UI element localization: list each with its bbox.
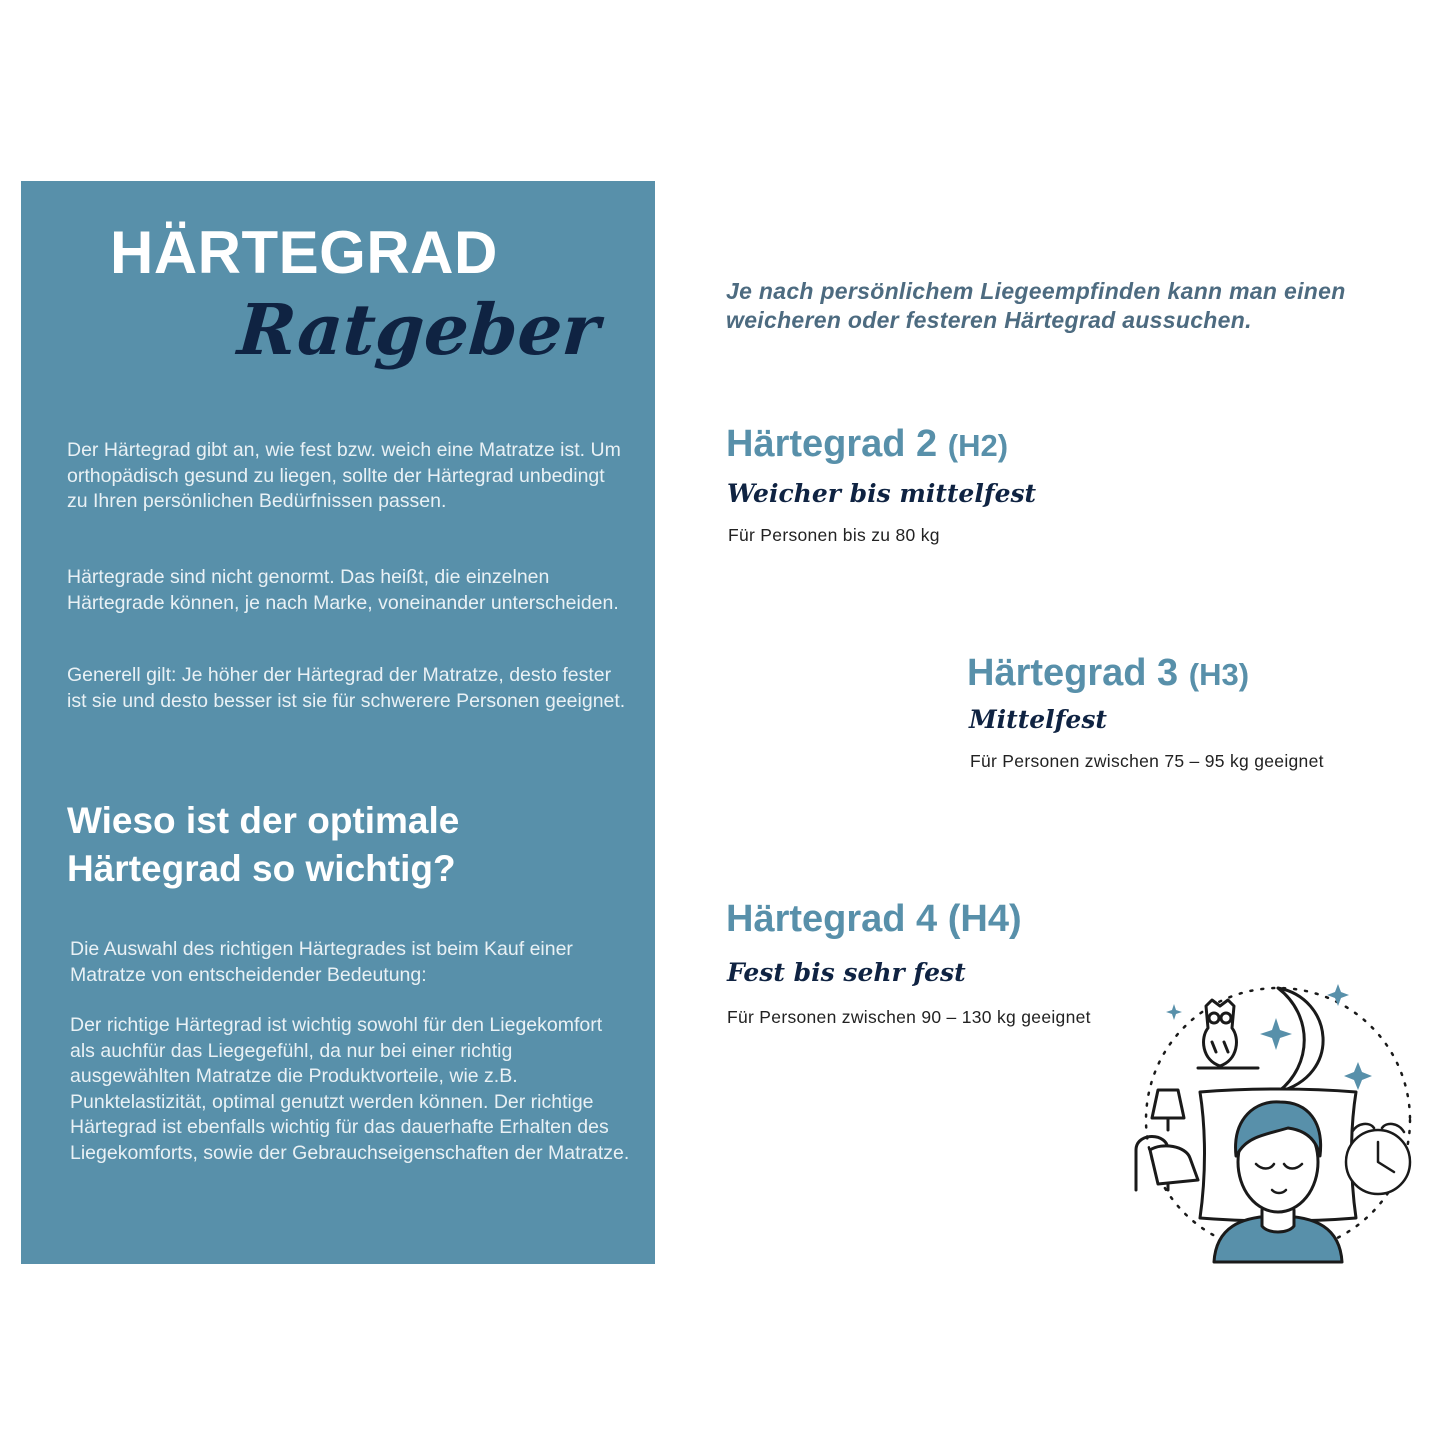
grade-4-firmness: Fest bis sehr fest xyxy=(727,958,966,987)
alarm-clock-icon xyxy=(1346,1124,1410,1194)
armchair-icon xyxy=(1136,1137,1198,1191)
moon-icon xyxy=(1278,988,1323,1092)
grade-2-weight: Für Personen bis zu 80 kg xyxy=(728,525,940,545)
grade-2-firmness: Weicher bis mittelfest xyxy=(727,479,1037,508)
page-title: HÄRTEGRAD xyxy=(110,219,498,286)
lamp-icon xyxy=(1152,1090,1184,1130)
paragraph-3: Generell gilt: Je höher der Härtegrad der Matratze, desto fester ist sie und desto besser ist sie für schwerere Personen geeignet. xyxy=(67,664,626,712)
grade-2-name: Härtegrad 2 xyxy=(726,423,938,465)
grade-2-code: (H2) xyxy=(947,428,1009,463)
stars-icon xyxy=(1166,984,1372,1090)
grade-3-code: (H3) xyxy=(1188,657,1250,692)
intro-text: Je nach persönlichem Liegeempfinden kann man einen weicheren oder festeren Härtegrad aussuchen. xyxy=(726,278,1346,333)
grade-3-firmness: Mittelfest xyxy=(969,705,1107,734)
owl-icon xyxy=(1198,1000,1258,1068)
section-heading: Wieso ist der optimale Härtegrad so wichtig? xyxy=(67,800,460,889)
sleeping-person-icon xyxy=(1128,980,1428,1270)
paragraph-2: Härtegrade sind nicht genormt. Das heißt, die einzelnen Härtegrade können, je nach Marke, voneinander unterscheiden. xyxy=(67,566,619,614)
paragraph-5: Der richtige Härtegrad ist wichtig sowohl für den Liegekomfort als auchfür das Liegegefühl, da nur bei einer richtig ausgewählten Matratze die Produktvorteile, wie z.B. Punktelastizität, optimal genutzt werden können. Der richtige Härtegrad ist ebenfalls wichtig für das dauerhafte Erhalten des Liegekomforts, sowie der Gebrauchseigenschaften der Matratze. xyxy=(70,1014,630,1164)
grade-4-code: (H4) xyxy=(947,898,1022,940)
paragraph-1: Der Härtegrad gibt an, wie fest bzw. weich eine Matratze ist. Um orthopädisch gesund zu liegen, sollte der Härtegrad unbedingt zu Ihren persönlichen Bedürfnissen passen. xyxy=(67,439,621,512)
grade-4-heading xyxy=(726,897,1022,941)
grade-3-heading xyxy=(967,651,1249,697)
paragraph-4: Die Auswahl des richtigen Härtegrades ist beim Kauf einer Matratze von entscheidender Bedeutung: xyxy=(70,938,573,986)
grade-4-weight: Für Personen zwischen 90 – 130 kg geeignet xyxy=(727,1007,1091,1027)
grade-3-name: Härtegrad 3 xyxy=(967,652,1179,694)
grade-2-heading xyxy=(726,422,1008,468)
grade-4-name: Härtegrad 4 xyxy=(726,898,938,940)
page-subtitle: Ratgeber xyxy=(235,288,603,371)
grade-3-weight: Für Personen zwischen 75 – 95 kg geeignet xyxy=(970,751,1324,771)
